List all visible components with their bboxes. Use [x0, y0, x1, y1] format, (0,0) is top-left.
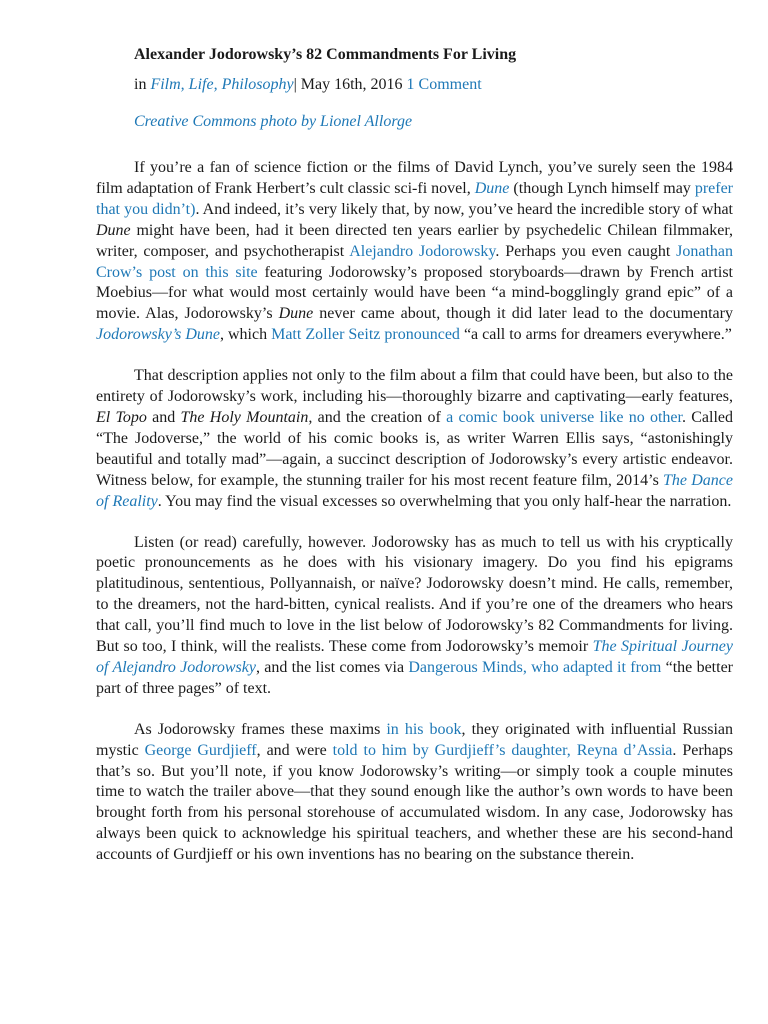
text-run: . Perhaps you even caught: [495, 242, 677, 260]
paragraph-1: [96, 158, 733, 346]
post-date: | May 16th, 2016: [293, 76, 407, 93]
text-run: , which: [219, 326, 272, 344]
italic-holy-mountain: The Holy Mountain,: [180, 408, 313, 426]
text-run: (though Lynch himself may: [509, 179, 695, 197]
text-run: That description applies not only to the film about a film that could have been, but also to the entirety of Jodorowsky’s work, including his—thoroughly bizarre and captivating—early features,: [96, 367, 733, 406]
link-jonathan-crow-post[interactable]: Jonathan Crow’s post on this site: [96, 242, 734, 281]
text-run: “a call to arms for dreamers everywhere.”: [459, 326, 732, 344]
text-run: If you’re a fan of science fiction or the films of David Lynch, you’ve surely seen the 1984 film adaptation of Frank Herbert’s cult classic sci-fi novel,: [96, 159, 733, 197]
meta-separator: ,: [180, 76, 189, 93]
text-run: and: [146, 408, 181, 426]
italic-dune: Dune: [278, 305, 314, 323]
photo-credit-link[interactable]: Creative Commons photo by Lionel Allorge: [134, 113, 413, 130]
link-george-gurdjieff[interactable]: George Gurdjieff: [144, 741, 257, 759]
article-body: [96, 146, 733, 866]
text-run: and the creation of: [312, 408, 447, 426]
text-run: , and the list comes via: [255, 658, 409, 676]
link-matt-zoller-seitz[interactable]: Matt Zoller Seitz pronounced: [271, 326, 460, 344]
article-meta: [134, 74, 733, 96]
paragraph-4: [96, 720, 733, 866]
italic-el-topo: El Topo: [96, 408, 147, 426]
category-link-life[interactable]: Life: [188, 76, 214, 93]
category-link-philosophy[interactable]: Philosophy: [221, 76, 294, 93]
link-dance-of-reality[interactable]: The Dance of Reality: [96, 471, 733, 510]
text-run: , and were: [256, 741, 333, 759]
italic-dune: Dune: [96, 221, 131, 239]
paragraph-3: [96, 533, 733, 700]
comments-link[interactable]: 1 Comment: [406, 76, 482, 93]
link-jodorowskys-dune[interactable]: Jodorowsky’s Dune: [96, 326, 220, 344]
link-dune[interactable]: Dune: [474, 179, 510, 197]
text-run: might have been, had it been directed ten years earlier by psychedelic Chilean filmmaker, writer, composer, and psychotherapist: [96, 221, 733, 260]
text-run: never came about, though it did later lead to the documentary: [313, 305, 733, 323]
text-run: As Jodorowsky frames these maxims: [134, 720, 387, 738]
link-comic-book-universe[interactable]: a comic book universe like no other: [446, 408, 682, 426]
category-link-film[interactable]: Film: [150, 76, 181, 93]
photo-credit-wrap: [134, 111, 733, 133]
text-run: , they originated with influential Russian mystic: [96, 720, 733, 759]
link-prefer-that-you-didnt[interactable]: prefer that you didn’t): [96, 179, 733, 218]
text-run: . Perhaps that’s so. But you’ll note, if you know Jodorowsky’s writing—or simply took a couple minutes time to watch the trailer above—that they sound enough like the author’s own words to have been brought forth from his personal storehouse of accumulated wisdom. In any case, Jodorowsky has always been quick to acknowledge his spiritual teachers, and whether these are his second-hand accounts of Gurdjieff or his own inventions has no bearing on the substance therein.: [96, 741, 734, 864]
link-in-his-book[interactable]: in his book: [386, 720, 462, 738]
link-spiritual-journey[interactable]: The Spiritual Journey of Alejandro Jodorowsky: [96, 638, 733, 676]
text-run: . You may find the visual excesses so overwhelming that you only half-hear the narration.: [157, 492, 732, 510]
article-title: Alexander Jodorowsky’s 82 Commandments For Living: [134, 46, 517, 63]
text-run: Listen (or read) carefully, however. Jodorowsky has as much to tell us with his cryptically poetic pronouncements as he does with his visionary imagery. Do you find his epigrams platitudinous, sententious, Pollyannaish, or naïve? Jodorowsky doesn’t mind. He calls, remember, to the dreamers, not the hard-bitten, cynical realists. And if you’re one of the dreamers who hears that call, you’ll find much to love in the list below of Jodorowsky’s 82 Commandments for living. But so too, I think, will the realists. These come from Jodorowsky’s memoir: [96, 533, 733, 656]
link-gurdjieffs-daughter[interactable]: told to him by Gurdjieff’s daughter, Reyna d’Assia: [332, 741, 673, 759]
text-run: featuring Jodorowsky’s proposed storyboards—drawn by French artist Moebius—for what would most certainly would have been “a mind-bogglingly grand epic” of a movie. Alas, Jodorowsky’s: [96, 263, 733, 323]
paragraph-2: [96, 366, 733, 512]
article: [134, 44, 733, 133]
text-run: . And indeed, it’s very likely that, by now, you’ve heard the incredible story of what: [195, 200, 733, 218]
meta-prefix: in: [134, 76, 151, 93]
text-run: “the better part of three pages” of text.: [96, 658, 733, 697]
link-alejandro-jodorowsky[interactable]: Alejandro Jodorowsky: [349, 242, 496, 260]
link-dangerous-minds[interactable]: Dangerous Minds, who adapted it from: [408, 658, 662, 676]
text-run: . Called “The Jodoverse,” the world of his comic books is, as writer Warren Ellis says, “astonishingly beautiful and totally mad”—again, a succinct description of Jodorowsky’s every artistic endeavor. Witness below, for example, the stunning trailer for his most recent feature film, 2014’s: [96, 408, 733, 489]
meta-separator: ,: [213, 76, 222, 93]
